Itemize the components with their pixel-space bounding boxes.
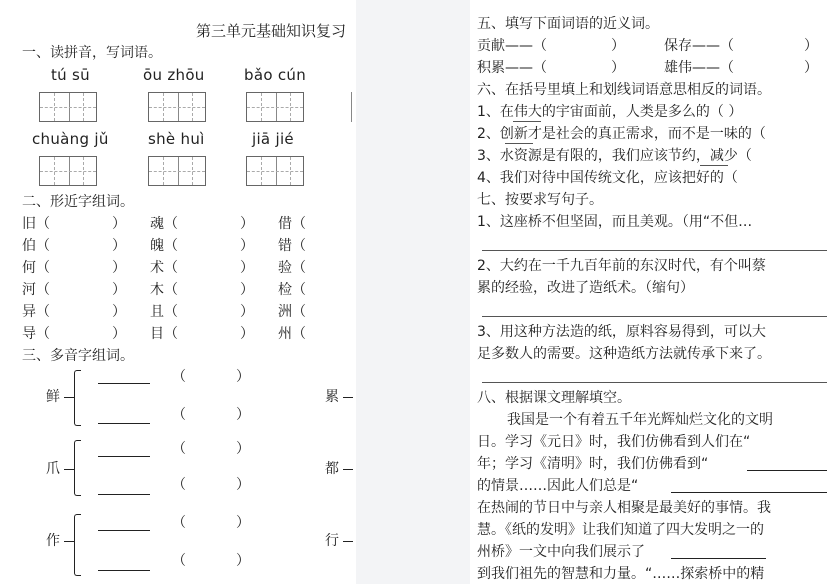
close-paren: ） — [112, 260, 126, 276]
answer-line[interactable] — [482, 316, 827, 317]
passage-line: 到我们祖先的智慧和力量。“……探索桥中的精 — [477, 566, 765, 582]
similar-char: 借（ — [278, 216, 306, 232]
polyphone-char: 作 — [46, 533, 60, 549]
writing-grid-cut — [351, 92, 356, 122]
sentence-task: 足多数人的需要。这种造纸方法就传承下来了。 — [477, 346, 771, 362]
section-8-heading: 八、根据课文理解填空。 — [477, 390, 631, 406]
pinyin-5: shè huì — [148, 130, 205, 148]
answer-blank[interactable] — [98, 423, 150, 424]
close-paren: ） — [804, 60, 818, 76]
worksheet-title: 第三单元基础知识复习 — [196, 22, 347, 40]
section-1-heading: 一、读拼音，写词语。 — [22, 45, 162, 61]
close-paren: ） — [804, 38, 818, 54]
antonym-item: 3、水资源是有限的，我们应该节约，减少（ — [477, 148, 752, 164]
brace-stub — [64, 541, 74, 542]
similar-char: 魄（ — [150, 238, 178, 254]
polyphone-char: 累 — [325, 389, 339, 405]
fill-blank[interactable] — [671, 492, 827, 493]
paren-open: （ — [172, 441, 186, 457]
answer-line[interactable] — [482, 250, 827, 251]
close-paren: ） — [240, 260, 254, 276]
polyphone-char: 鲜 — [46, 389, 60, 405]
brace — [74, 370, 81, 426]
similar-char: 术（ — [150, 260, 178, 276]
section-3-heading: 三、多音字组词。 — [22, 348, 134, 364]
close-paren: ） — [240, 304, 254, 320]
pinyin-1: tú sū — [51, 66, 90, 84]
section-6-heading: 六、在括号里填上和划线词语意思相反的词语。 — [477, 82, 771, 98]
answer-blank[interactable] — [98, 456, 150, 457]
passage-line: 在热闹的节日中与亲人相聚是最美好的事情。我 — [477, 500, 771, 516]
sentence-task: 2、大约在一千九百年前的东汉时代，有个叫蔡 — [477, 258, 766, 274]
pinyin-3: bǎo cún — [244, 66, 307, 84]
passage-line: 州桥》一文中向我们展示了 — [477, 544, 645, 560]
brace-stub — [343, 397, 353, 398]
answer-blank[interactable] — [98, 383, 150, 384]
brace — [74, 440, 81, 496]
writing-grid[interactable] — [39, 92, 97, 122]
similar-char: 何（ — [22, 260, 50, 276]
brace-stub — [64, 469, 74, 470]
polyphone-char: 都 — [325, 461, 339, 477]
similar-char: 验（ — [278, 260, 306, 276]
paren-open: （ — [172, 515, 186, 531]
passage-line: 日。学习《元日》时，我们仿佛看到人们在“ — [477, 434, 751, 450]
writing-grid[interactable] — [246, 92, 304, 122]
close-paren: ） — [112, 326, 126, 342]
similar-char: 导（ — [22, 326, 50, 342]
similar-char: 且（ — [150, 304, 178, 320]
brace — [74, 514, 81, 576]
close-paren: ） — [240, 238, 254, 254]
passage-line: 慧。《纸的发明》让我们知道了四大发明之一的 — [477, 522, 764, 538]
close-paren: ） — [240, 282, 254, 298]
fill-blank[interactable] — [747, 470, 827, 471]
section-5-heading: 五、填写下面词语的近义词。 — [477, 16, 659, 32]
underline-mark — [513, 121, 541, 122]
similar-char: 洲（ — [278, 304, 306, 320]
paren-open: （ — [172, 369, 186, 385]
answer-blank[interactable] — [98, 530, 150, 531]
pinyin-4: chuàng jǔ — [32, 130, 109, 148]
antonym-item: 4、我们对待中国传统文化，应该把好的（ — [477, 170, 738, 186]
synonym-word: 积累——（ — [477, 60, 547, 76]
paren-close: ） — [236, 553, 250, 569]
similar-char: 木（ — [150, 282, 178, 298]
similar-char: 河（ — [22, 282, 50, 298]
similar-char: 目（ — [150, 326, 178, 342]
brace-stub — [64, 397, 74, 398]
brace-stub — [343, 469, 353, 470]
close-paren: ） — [611, 38, 625, 54]
sentence-task: 累的经验，改进了造纸术。（缩句） — [477, 280, 694, 296]
sentence-task: 1、这座桥不但坚固，而且美观。（用“不但… — [477, 214, 753, 230]
pinyin-6: jiā jié — [252, 130, 294, 148]
similar-char: 旧（ — [22, 216, 50, 232]
fill-blank[interactable] — [671, 558, 766, 559]
writing-grid[interactable] — [148, 156, 206, 186]
similar-char: 魂（ — [150, 216, 178, 232]
synonym-word: 贡献——（ — [477, 38, 547, 54]
synonym-word: 雄伟——（ — [664, 60, 734, 76]
sentence-task: 3、用这种方法造的纸，原料容易得到，可以大 — [477, 324, 766, 340]
paren-close: ） — [236, 477, 250, 493]
section-2-heading: 二、形近字组词。 — [22, 194, 134, 210]
paren-close: ） — [236, 515, 250, 531]
passage-line: 年；学习《清明》时，我们仿佛看到“ — [477, 456, 709, 472]
similar-char: 异（ — [22, 304, 50, 320]
close-paren: ） — [240, 326, 254, 342]
worksheet-page-right — [470, 0, 827, 584]
close-paren: ） — [112, 304, 126, 320]
answer-blank[interactable] — [98, 570, 150, 571]
writing-grid[interactable] — [39, 156, 97, 186]
paren-open: （ — [172, 477, 186, 493]
writing-grid[interactable] — [148, 92, 206, 122]
worksheet-page-left — [0, 0, 356, 584]
synonym-word: 保存——（ — [664, 38, 734, 54]
paren-open: （ — [172, 407, 186, 423]
polyphone-char: 爪 — [46, 461, 60, 477]
close-paren: ） — [112, 238, 126, 254]
passage-line: 的情景……因此人们总是“ — [477, 478, 639, 494]
underline-mark — [505, 143, 533, 144]
paren-open: （ — [172, 553, 186, 569]
underline-mark — [700, 165, 728, 166]
close-paren: ） — [240, 216, 254, 232]
close-paren: ） — [611, 60, 625, 76]
answer-blank[interactable] — [98, 494, 150, 495]
writing-grid[interactable] — [246, 156, 304, 186]
similar-char: 州（ — [278, 326, 306, 342]
section-7-heading: 七、按要求写句子。 — [477, 192, 603, 208]
polyphone-char: 行 — [325, 533, 339, 549]
passage-line: 我国是一个有着五千年光辉灿烂文化的文明 — [507, 412, 773, 428]
antonym-item: 2、创新才是社会的真正需求，而不是一味的（ — [477, 126, 766, 142]
paren-close: ） — [236, 369, 250, 385]
close-paren: ） — [112, 282, 126, 298]
similar-char: 伯（ — [22, 238, 50, 254]
antonym-item: 1、在伟大的宇宙面前，人类是多么的（ ） — [477, 104, 743, 120]
paren-close: ） — [236, 407, 250, 423]
close-paren: ） — [112, 216, 126, 232]
similar-char: 错（ — [278, 238, 306, 254]
brace-stub — [343, 541, 353, 542]
similar-char: 检（ — [278, 282, 306, 298]
paren-close: ） — [236, 441, 250, 457]
answer-line[interactable] — [482, 382, 827, 383]
pinyin-2: ōu zhōu — [143, 66, 205, 84]
